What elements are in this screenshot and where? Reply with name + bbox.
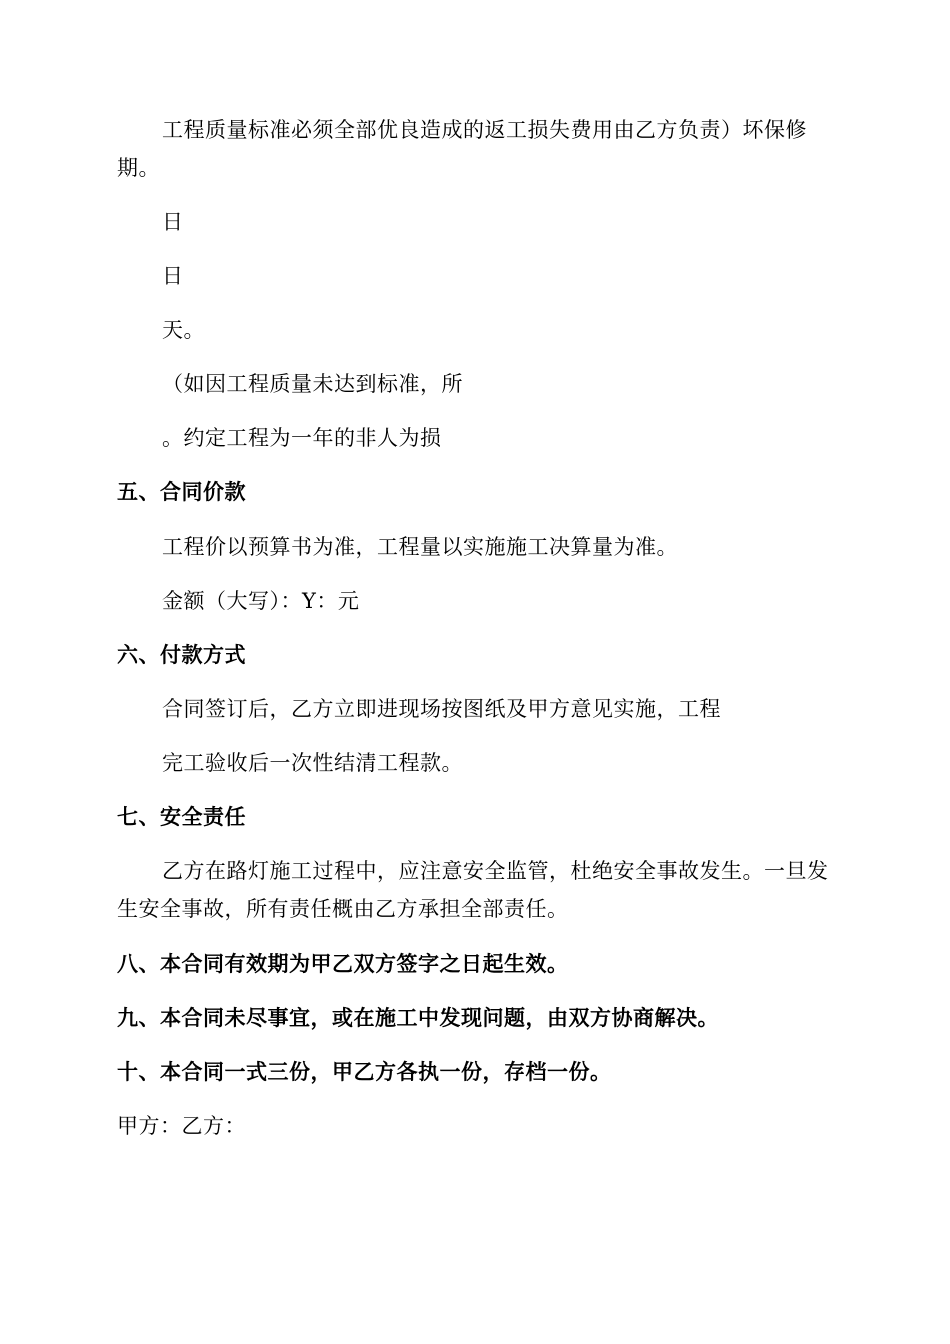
section-6-line-2: 完工验收后一次性结清工程款。 [162,751,463,775]
section-8-heading: 八、本合同有效期为甲乙双方签字之日起生效。 [117,951,569,976]
date-line-1: 日 [162,210,184,234]
section-7-paragraph: 乙方在路灯施工过程中，应注意安全监管，杜绝安全事故发生。一旦发生安全事故，所有责任概由乙方承担全部责任。 [117,859,829,921]
section-6-heading: 六、付款方式 [117,642,246,667]
section-10-heading: 十、本合同一式三份，甲乙方各执一份，存档一份。 [117,1059,612,1084]
warranty-line: 。约定工程为一年的非人为损 [162,426,442,450]
signature-line: 甲方：乙方： [117,1114,246,1138]
section-6-line-1: 合同签订后，乙方立即进现场按图纸及甲方意见实施，工程 [162,697,721,721]
section-5-amount: 金额（大写）：Y：元 [162,589,360,613]
days-line: 天。 [162,318,205,342]
quality-note-line: （如因工程质量未达到标准，所 [162,372,463,396]
section-7-heading: 七、安全责任 [117,804,246,829]
date-line-2: 日 [162,264,184,288]
section-5-line-1: 工程价以预算书为准，工程量以实施施工决算量为准。 [162,535,678,559]
section-5-heading: 五、合同价款 [117,479,246,504]
quality-paragraph: 工程质量标准必须全部优良造成的返工损失费用由乙方负责）坏保修期。 [117,118,807,180]
section-9-heading: 九、本合同未尽事宜，或在施工中发现问题，由双方协商解决。 [117,1005,719,1030]
